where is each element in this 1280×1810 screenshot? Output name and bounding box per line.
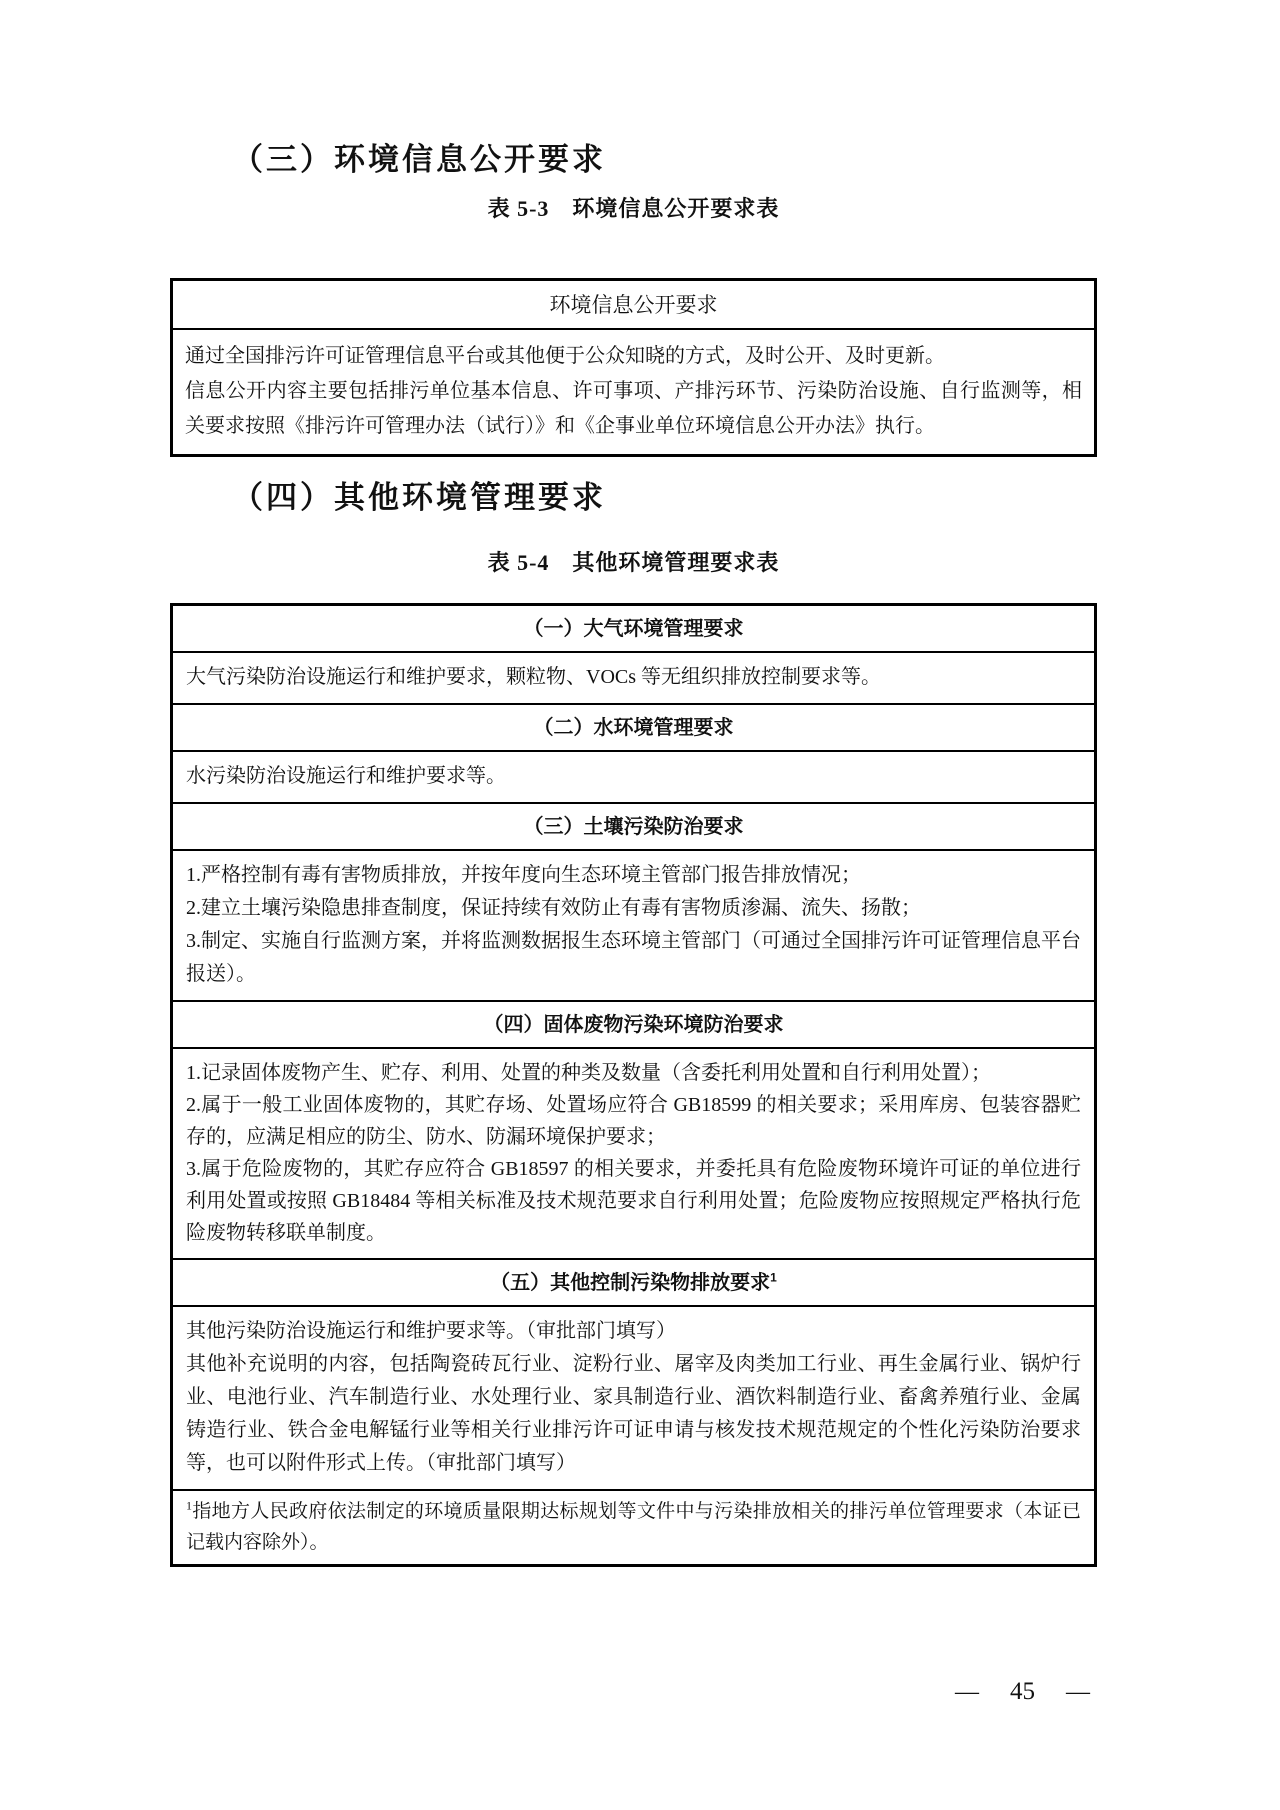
list-item: 3.属于危险废物的，其贮存应符合 GB18597 的相关要求，并委托具有危险废物环境许可证的单位进行利用处置或按照 GB18484 等相关标准及技术规范要求自行利用处置；危险废物应按照规定严格执行危险废物转移联单制度。 bbox=[186, 1158, 1081, 1244]
paragraph: 其他污染防治设施运行和维护要求等。（审批部门填写） bbox=[186, 1320, 676, 1342]
list-item: 1.严格控制有毒有害物质排放，并按年度向生态环境主管部门报告排放情况； bbox=[186, 864, 861, 886]
table-row-header-water bbox=[173, 703, 1094, 750]
table-row-body-water bbox=[173, 750, 1094, 802]
table-5-4 bbox=[170, 603, 1097, 1567]
section-3-heading: （三）环境信息公开要求 bbox=[232, 142, 606, 177]
row-title: （四）固体废物污染环境防治要求 bbox=[483, 1014, 784, 1036]
footnote-body: 指地方人民政府依法制定的环境质量限期达标规划等文件中与污染排放相关的排污单位管理要求（本证已记载内容除外）。 bbox=[186, 1501, 1081, 1553]
row-title: （五）其他控制污染物排放要求 bbox=[490, 1272, 771, 1294]
table-row-body-solid-waste bbox=[173, 1047, 1094, 1258]
table-5-3-body-cell bbox=[173, 330, 1094, 454]
page-number-dash-left: — bbox=[955, 1678, 979, 1705]
paragraph: 其他补充说明的内容，包括陶瓷砖瓦行业、淀粉行业、屠宰及肉类加工行业、再生金属行业、锅炉行业、电池行业、汽车制造行业、水处理行业、家具制造行业、酒饮料制造行业、畜禽养殖行业、金属铸造行业、铁合金电解锰行业等相关行业排污许可证申请与核发技术规范规定的个性化污染防治要求等，也可以附件形式上传。（审批部门填写） bbox=[186, 1353, 1081, 1474]
table-row-body-air bbox=[173, 651, 1094, 703]
table-5-3-header-cell: 环境信息公开要求 bbox=[173, 281, 1094, 330]
list-item: 1.记录固体废物产生、贮存、利用、处置的种类及数量（含委托利用处置和自行利用处置）； bbox=[186, 1062, 991, 1084]
table-5-3-caption: 表 5-3 环境信息公开要求表 bbox=[487, 196, 780, 221]
page-number-dash-right: — bbox=[1066, 1678, 1090, 1705]
row-title: （三）土壤污染防治要求 bbox=[523, 816, 744, 838]
table-5-4-caption: 表 5-4 其他环境管理要求表 bbox=[487, 550, 780, 575]
row-title: （二）水环境管理要求 bbox=[533, 717, 734, 739]
footnote-text bbox=[186, 1496, 1081, 1558]
page-number-value: 45 bbox=[1010, 1678, 1035, 1705]
list-item: 3.制定、实施自行监测方案，并将监测数据报生态环境主管部门（可通过全国排污许可证管理信息平台报送）。 bbox=[186, 930, 1081, 985]
table-row-header-solid-waste bbox=[173, 1000, 1094, 1047]
table-row-body-other-pollutants bbox=[173, 1305, 1094, 1489]
table-5-3 bbox=[170, 278, 1097, 457]
table-row-header-air bbox=[173, 606, 1094, 651]
row-title: （一）大气环境管理要求 bbox=[523, 618, 744, 640]
page-number bbox=[955, 1678, 1090, 1706]
table-row-footnote bbox=[173, 1489, 1094, 1564]
paragraph: 通过全国排污许可证管理信息平台或其他便于公众知晓的方式，及时公开、及时更新。 bbox=[185, 345, 945, 367]
paragraph: 信息公开内容主要包括排污单位基本信息、许可事项、产排污环节、污染防治设施、自行监测等，相关要求按照《排污许可管理办法（试行）》和《企事业单位环境信息公开办法》执行。 bbox=[185, 380, 1082, 437]
paragraph: 水污染防治设施运行和维护要求等。 bbox=[186, 765, 506, 787]
list-item: 2.建立土壤污染隐患排查制度，保证持续有效防止有毒有害物质渗漏、流失、扬散； bbox=[186, 897, 921, 919]
footnote-marker: 1 bbox=[770, 1270, 777, 1285]
paragraph: 大气污染防治设施运行和维护要求，颗粒物、VOCs 等无组织排放控制要求等。 bbox=[186, 666, 882, 688]
table-row-header-other-pollutants bbox=[173, 1258, 1094, 1305]
section-4-heading: （四）其他环境管理要求 bbox=[232, 480, 606, 515]
table-row-header-soil bbox=[173, 802, 1094, 849]
list-item: 2.属于一般工业固体废物的，其贮存场、处置场应符合 GB18599 的相关要求；采用库房、包装容器贮存的，应满足相应的防尘、防水、防漏环境保护要求； bbox=[186, 1094, 1081, 1148]
footnote-marker: 1 bbox=[186, 1498, 192, 1513]
table-row-body-soil bbox=[173, 849, 1094, 1000]
